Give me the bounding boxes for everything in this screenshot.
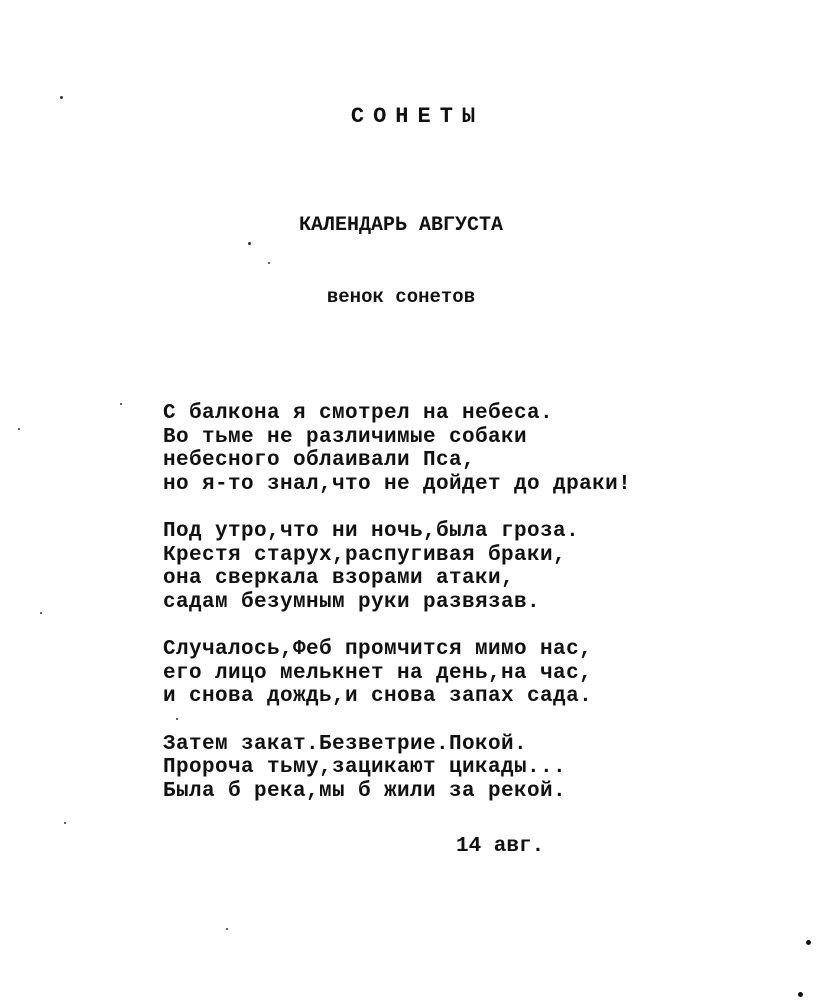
page-title: СОНЕТЫ <box>350 104 485 129</box>
poem-form-subtitle: венок сонетов <box>326 286 476 308</box>
scan-speck <box>120 403 122 405</box>
poem-line: она сверкала взорами атаки, <box>163 567 515 590</box>
stanza-3 <box>163 638 723 709</box>
scan-speck <box>806 940 811 945</box>
scan-speck <box>248 242 251 245</box>
scan-speck <box>64 822 66 824</box>
poem-line: небесного облаивали Пса, <box>163 449 476 472</box>
poem-line: его лицо мелькнет на день,на час, <box>163 661 593 685</box>
poem-line: Пророча тьму,зацикают цикады... <box>163 756 567 779</box>
poem-cycle-title: КАЛЕНДАРЬ АВГУСТА <box>298 214 504 237</box>
scan-speck <box>798 992 803 997</box>
stanza-4 <box>163 733 723 804</box>
poem-line: но я-то знал,что не дойдет до драки! <box>163 472 632 496</box>
poem-line: садам безумным руки развязав. <box>163 590 541 614</box>
sonnet-text <box>163 402 723 827</box>
poem-line: и снова дождь,и снова запах сада. <box>163 685 593 708</box>
scan-speck <box>18 428 20 430</box>
poem-line: С балкона я смотрел на небеса. <box>163 402 554 425</box>
scan-speck <box>176 718 178 720</box>
poem-line: Затем закат.Безветрие.Покой. <box>163 732 528 756</box>
scan-speck <box>40 612 42 614</box>
poem-line: Во тьме не различимые собаки <box>163 425 528 449</box>
scan-speck <box>60 96 63 99</box>
stanza-1 <box>163 402 723 496</box>
poem-line: Под утро,что ни ночь,была гроза. <box>163 520 580 543</box>
poem-line: Крестя старух,распугивая браки, <box>163 543 567 567</box>
poem-line: Была б река,мы б жили за рекой. <box>163 779 567 803</box>
scan-speck <box>268 262 270 264</box>
scan-speck <box>226 928 228 930</box>
poem-date: 14 авг. <box>456 835 545 858</box>
poem-line: Случалось,Феб промчится мимо нас, <box>163 638 593 661</box>
stanza-2 <box>163 520 723 614</box>
